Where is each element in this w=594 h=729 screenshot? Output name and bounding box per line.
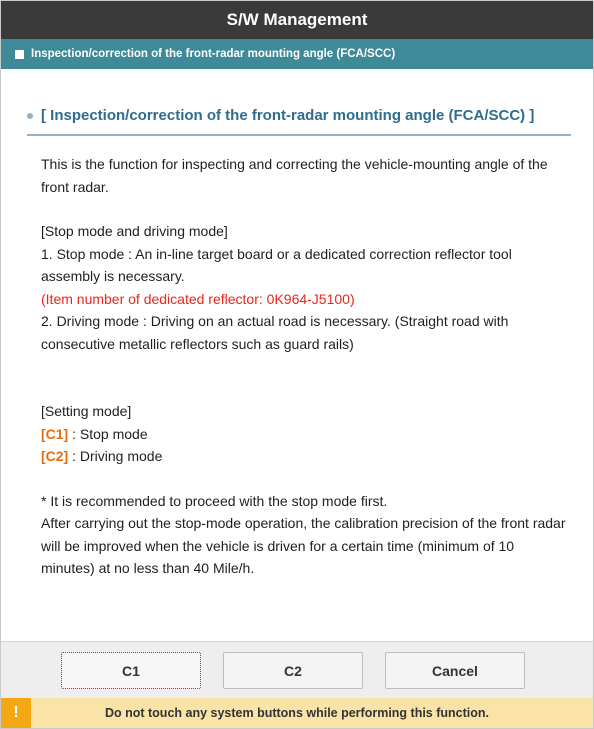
c1-code: [C1] (41, 425, 69, 442)
function-subheader (1, 39, 593, 69)
c2-description: : Driving mode (68, 448, 163, 464)
warning-text: Do not touch any system buttons while performing this function. (104, 706, 490, 720)
section-title (27, 107, 571, 136)
c1-description: : Stop mode (68, 425, 148, 442)
recommendation-text: * It is recommended to proceed with the stop mode first. (41, 492, 388, 509)
c2-button[interactable]: C2 (223, 652, 363, 689)
setting-c2-line (41, 445, 571, 468)
window-title: S/W Management (1, 1, 593, 39)
precision-note: After carrying out the stop-mode operation, the calibration precision of the front radar will be improved when the vehicle is driven for a certain time (minimum of 10 minutes) at no less than 40 Mile/h. (41, 515, 566, 576)
reflector-part-number: (Item number of dedicated reflector: 0K964-J5100) (41, 290, 355, 307)
c2-code: [C2] (41, 448, 69, 464)
driving-mode-text: 2. Driving mode : Driving on an actual road is necessary. (Straight road with consecutive metallic reflectors such as guard rails) (41, 313, 509, 352)
round-bullet-icon (27, 113, 33, 119)
button-bar (1, 641, 593, 698)
description-panel (13, 81, 581, 641)
cancel-button[interactable]: Cancel (385, 652, 525, 689)
description-text (41, 153, 571, 580)
square-bullet-icon (15, 50, 24, 59)
setting-mode-heading: [Setting mode] (41, 403, 132, 419)
stop-mode-text: 1. Stop mode : An in-line target board or a dedicated correction reflector tool assembly is necessary. (41, 245, 512, 284)
warning-banner (1, 698, 593, 728)
warning-icon: ! (1, 698, 31, 728)
c1-button[interactable]: C1 (61, 652, 201, 689)
section-title-label: [ Inspection/correction of the front-radar mounting angle (FCA/SCC) ] (41, 107, 535, 124)
setting-c1-line (41, 423, 571, 446)
modes-heading: [Stop mode and driving mode] (41, 223, 228, 239)
intro-paragraph: This is the function for inspecting and correcting the vehicle-mounting angle of the front radar. (41, 156, 548, 195)
subheader-label: Inspection/correction of the front-radar mounting angle (FCA/SCC) (31, 48, 396, 60)
